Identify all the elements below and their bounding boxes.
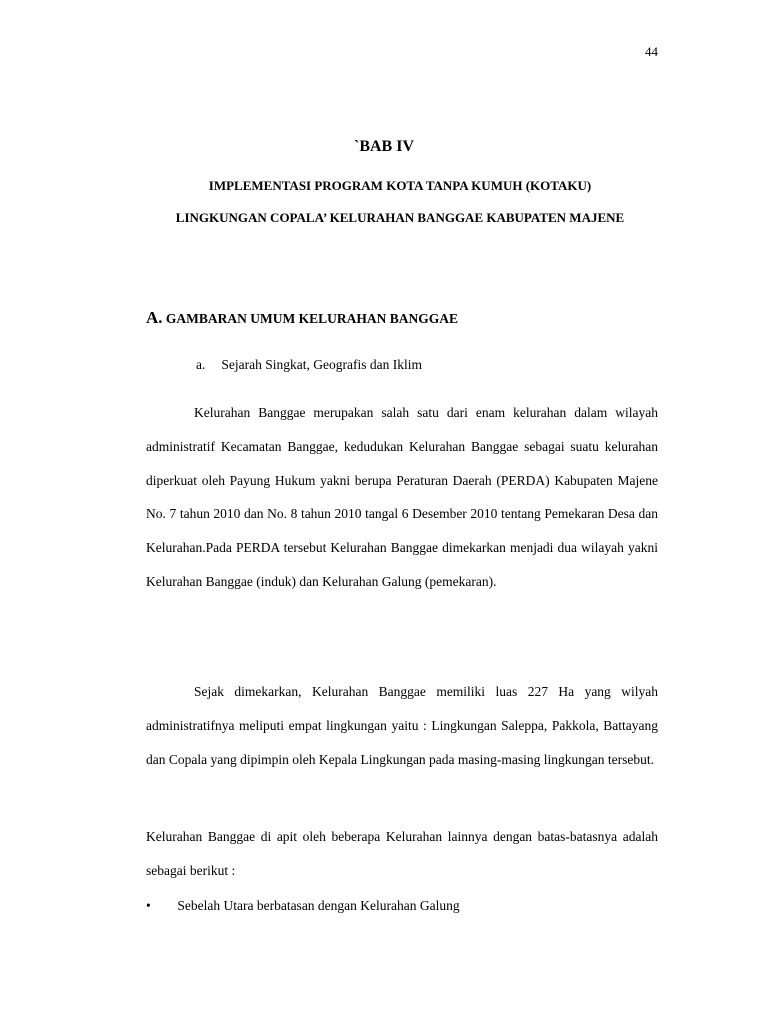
chapter-heading: `BAB IV: [353, 138, 414, 155]
section-letter: A.: [146, 308, 163, 327]
paragraph-2: Sejak dimekarkan, Kelurahan Banggae memiliki luas 227 Ha yang wilyah administratifnya meliputi empat lingkungan yaitu : Lingkungan Saleppa, Pakkola, Battayang dan Copala yang dipimpin oleh Kepala Lingkungan pada masing-masing lingkungan tersebut.: [146, 684, 658, 767]
subsection-title: Sejarah Singkat, Geografis dan Iklim: [221, 357, 422, 372]
subsection-letter: a.: [196, 357, 206, 372]
subsection-heading: [196, 357, 422, 373]
bullet-symbol: •: [146, 898, 151, 913]
paragraph-1: Kelurahan Banggae merupakan salah satu dari enam kelurahan dalam wilayah administratif Kecamatan Banggae, kedudukan Kelurahan Banggae sebagai suatu kelurahan diperkuat oleh Payung Hukum yakni berupa Peraturan Daerah (PERDA) Kabupaten Majene No. 7 tahun 2010 dan No. 8 tahun 2010 tangal 6 Desember 2010 tentang Pemekaran Desa dan Kelurahan.Pada PERDA tersebut Kelurahan Banggae dimekarkan menjadi dua wilayah yakni Kelurahan Banggae (induk) dan Kelurahan Galung (pemekaran).: [146, 405, 658, 589]
bullet-text: Sebelah Utara berbatasan dengan Kelurahan Galung: [177, 898, 460, 913]
chapter-title-line-2: LINGKUNGAN COPALA’ KELURAHAN BANGGAE KABUPATEN MAJENE: [175, 210, 625, 225]
page-number: 44: [645, 44, 658, 59]
chapter-title-line-1: IMPLEMENTASI PROGRAM KOTA TANPA KUMUH (KOTAKU): [208, 178, 592, 193]
section-title: GAMBARAN UMUM KELURAHAN BANGGAE: [165, 311, 459, 326]
paragraph-3: Kelurahan Banggae di apit oleh beberapa Kelurahan lainnya dengan batas-batasnya adalah sebagai berikut :: [146, 829, 658, 878]
bullet-item: [146, 898, 460, 914]
section-heading: [146, 308, 458, 328]
